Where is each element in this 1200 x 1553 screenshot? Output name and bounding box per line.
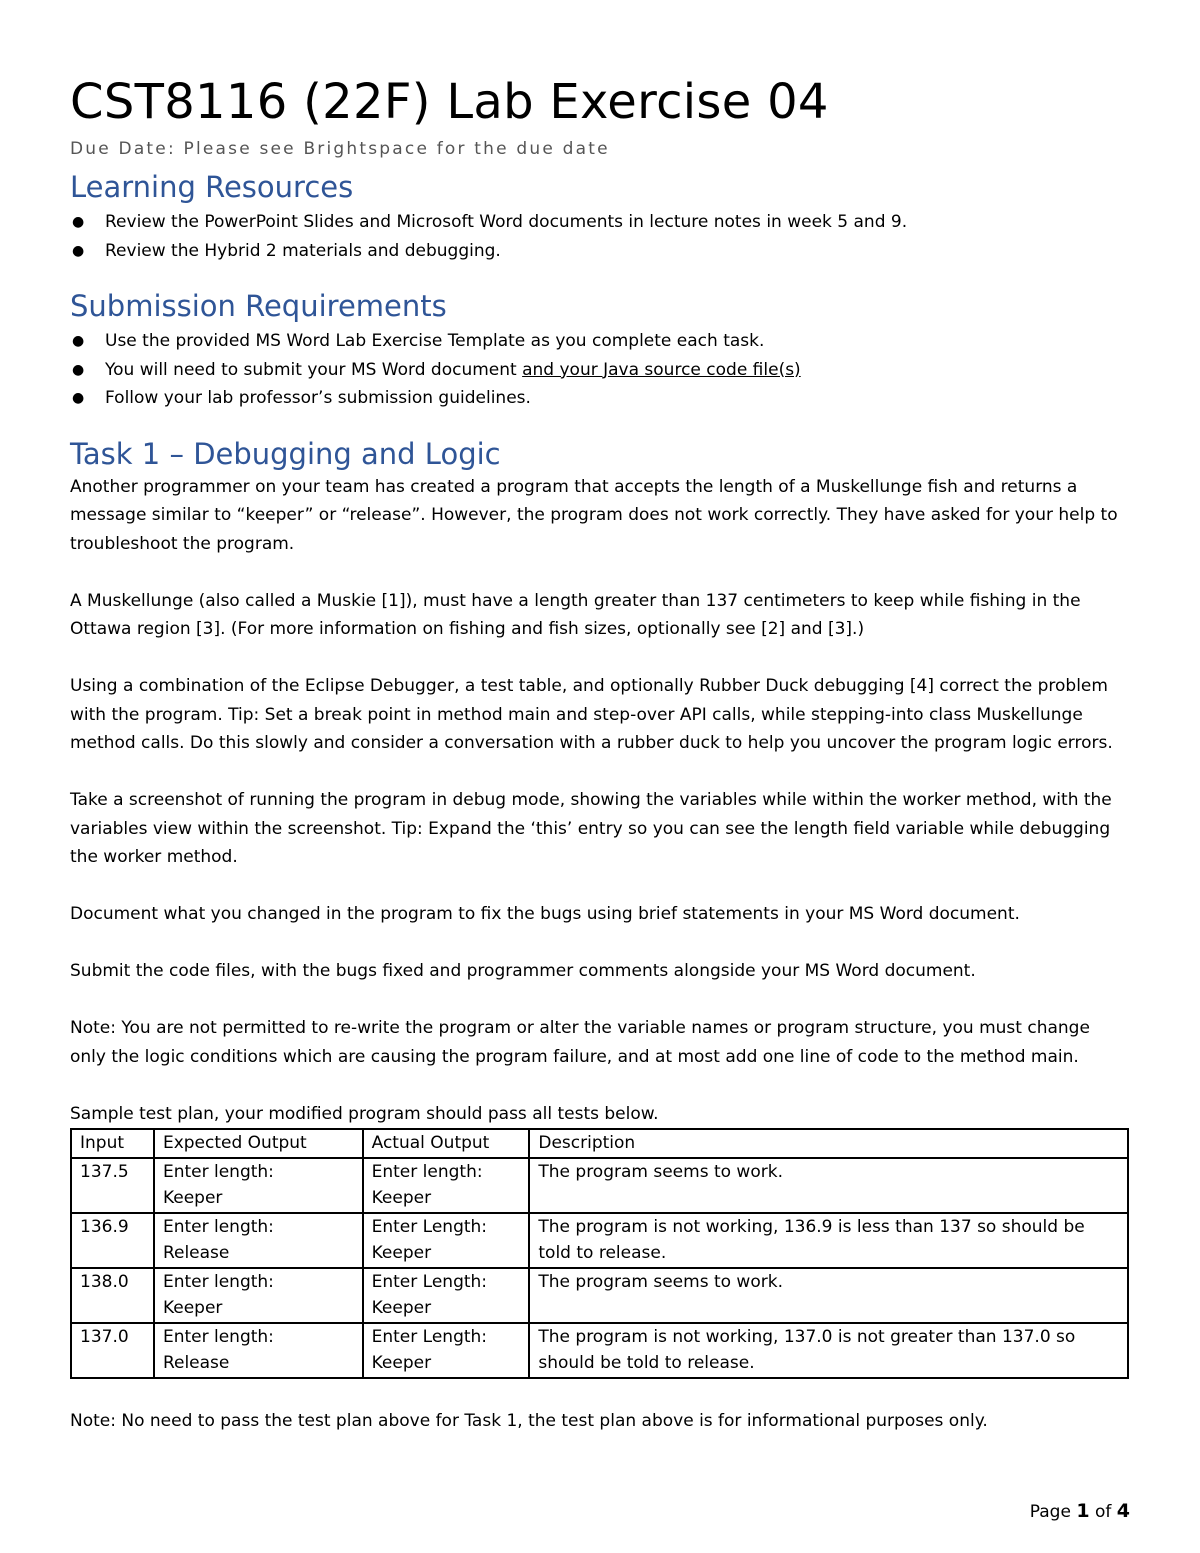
- page-number-footer: Page 1 of 4: [1029, 1500, 1130, 1522]
- table-header-cell: Input: [71, 1129, 154, 1158]
- actual-cell: Enter length: Keeper: [363, 1158, 530, 1213]
- actual-cell: Enter Length: Keeper: [363, 1323, 530, 1378]
- description-cell: The program seems to work.: [529, 1268, 1128, 1323]
- list-item: ● Use the provided MS Word Lab Exercise Template as you complete each task.: [70, 327, 1130, 356]
- expected-cell: Enter length: Keeper: [154, 1158, 363, 1213]
- actual-cell: Enter Length: Keeper: [363, 1213, 530, 1268]
- bullet-icon: ●: [72, 361, 85, 378]
- table-row: [71, 1158, 1128, 1213]
- task1-paragraph-debugger: Using a combination of the Eclipse Debugger, a test table, and optionally Rubber Duck debugging [4] correct the problem with the program. Tip: Set a break point in method main and step-over API calls, while stepping-into class Muskellunge method calls. Do this slowly and consider a conversation with a rubber duck to help you uncover the program logic errors.: [70, 676, 1113, 753]
- description-cell: The program seems to work.: [529, 1158, 1128, 1213]
- input-cell: 136.9: [71, 1213, 154, 1268]
- actual-cell: Enter Length: Keeper: [363, 1268, 530, 1323]
- bullet-icon: ●: [72, 390, 85, 406]
- input-cell: 137.5: [71, 1158, 154, 1213]
- learning-resources-heading: Learning Resources: [70, 170, 354, 204]
- description-cell: The program is not working, 137.0 is not greater than 137.0 so should be told to release.: [529, 1323, 1128, 1378]
- due-date-subtitle: Due Date: Please see Brightspace for the due date: [70, 139, 610, 159]
- learning-resources-list: [70, 208, 1130, 265]
- expected-cell: Enter length: Keeper: [154, 1268, 363, 1323]
- table-row: [71, 1213, 1128, 1268]
- task1-paragraph-document: Document what you changed in the program to fix the bugs using brief statements in your MS Word document.: [70, 904, 1020, 924]
- task1-paragraph-muskie: A Muskellunge (also called a Muskie [1]), must have a length greater than 137 centimeters to keep while fishing in the Ottawa region [3]. (For more information on fishing and fish sizes, optionally see [2] and [3].): [70, 590, 1081, 639]
- task1-final-note: Note: No need to pass the test plan above for Task 1, the test plan above is for informational purposes only.: [70, 1411, 988, 1431]
- expected-cell: Enter length: Release: [154, 1323, 363, 1378]
- submission-requirements-heading: Submission Requirements: [70, 289, 447, 323]
- task1-paragraph-note: Note: You are not permitted to re-write the program or alter the variable names or program structure, you must change only the logic conditions which are causing the program failure, and at most add one line of code to the method main.: [70, 1018, 1090, 1067]
- list-item: ● You will need to submit your MS Word document and your Java source code file(s): [70, 356, 1130, 385]
- bullet-icon: ●: [72, 333, 85, 349]
- list-item: ● Review the Hybrid 2 materials and debugging.: [70, 237, 1130, 266]
- table-row: [71, 1323, 1128, 1378]
- list-item: ● Follow your lab professor’s submission guidelines.: [70, 384, 1130, 413]
- bullet-icon: ●: [72, 214, 85, 230]
- task1-paragraph-screenshot: Take a screenshot of running the program in debug mode, showing the variables while within the worker method, with the variables view within the screenshot. Tip: Expand the ‘this’ entry so you can see the length field variable while debugging the worker method.: [70, 790, 1112, 867]
- test-plan-table: [70, 1128, 1129, 1379]
- task1-heading: Task 1 – Debugging and Logic: [70, 436, 501, 471]
- table-header-row: [71, 1129, 1128, 1158]
- table-header-cell: Actual Output: [363, 1129, 530, 1158]
- input-cell: 138.0: [71, 1268, 154, 1323]
- table-caption: Sample test plan, your modified program should pass all tests below.: [70, 1103, 659, 1124]
- expected-cell: Enter length: Release: [154, 1213, 363, 1268]
- table-header-cell: Expected Output: [154, 1129, 363, 1158]
- list-item: ● Review the PowerPoint Slides and Microsoft Word documents in lecture notes in week 5 and 9.: [70, 208, 1130, 237]
- description-cell: The program is not working, 136.9 is less than 137 so should be told to release.: [529, 1213, 1128, 1268]
- document-title: CST8116 (22F) Lab Exercise 04: [70, 74, 829, 130]
- task1-paragraph-submit: Submit the code files, with the bugs fixed and programmer comments alongside your MS Word document.: [70, 961, 976, 981]
- table-row: [71, 1268, 1128, 1323]
- document-page: [70, 70, 1130, 1436]
- table-header-cell: Description: [529, 1129, 1128, 1158]
- submission-requirements-list: [70, 327, 1130, 413]
- task1-paragraph-intro: Another programmer on your team has created a program that accepts the length of a Muskellunge fish and returns a message similar to “keeper” or “release”. However, the program does not work correctly. They have asked for your help to troubleshoot the program.: [70, 476, 1118, 554]
- underlined-requirement: and your Java source code file(s): [522, 359, 801, 380]
- bullet-icon: ●: [72, 242, 85, 259]
- input-cell: 137.0: [71, 1323, 154, 1378]
